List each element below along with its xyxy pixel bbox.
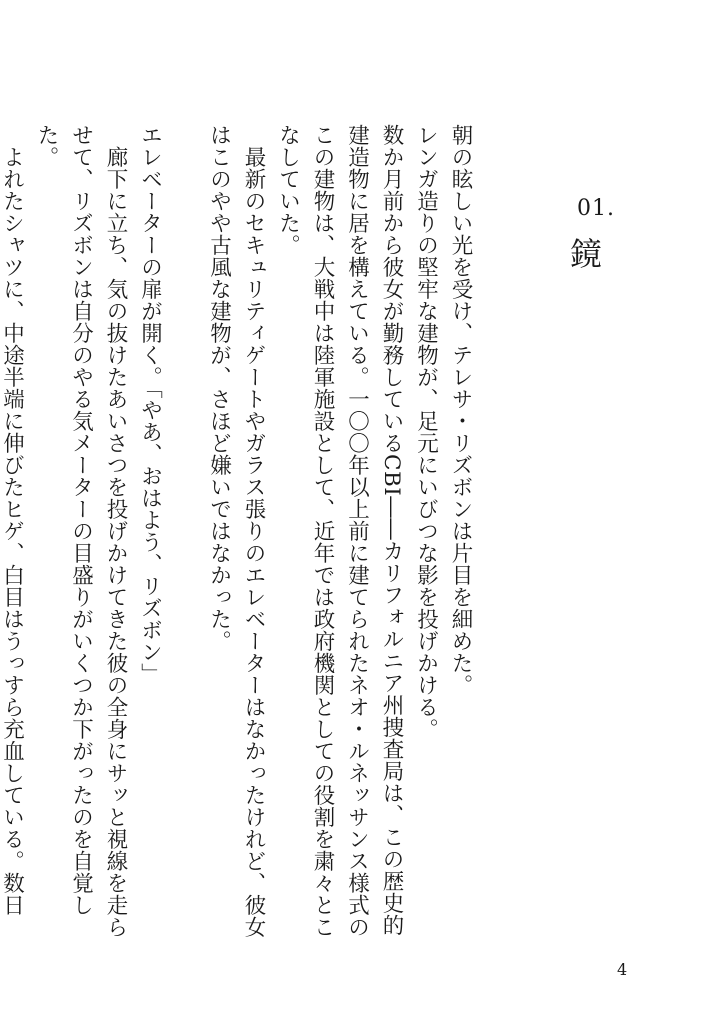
page-number: 4 [617, 960, 628, 979]
chapter-number: 01. [577, 196, 615, 221]
paragraph: 朝の眩しい光を受け、テレサ・リズボンは片目を細めた。 [448, 124, 473, 696]
paragraph: よれたシャツに、中途半端に伸びたヒゲ、白目はうっすら充血している。数日 [0, 145, 25, 916]
paragraph: エレベーターの扉が開く。「やあ、おはよう、リズボン」 [137, 124, 163, 686]
paragraph: 最新のセキュリティゲートやガラス張りのエレベーターはなかったけれど、彼女はこのやや古風な建物が、さほど嫌いではなかった。 [206, 124, 266, 938]
blank-line [167, 124, 202, 944]
body-text [0, 124, 477, 944]
paragraph: 廊下に立ち、気の抜けたあいさつを投げかけてきた彼の全身にサッと視線を走らせて、リズボンは自分のやる気メーターの目盛りがいくつか下がったのを自覚した。 [34, 124, 128, 938]
paragraph: 数か月前から彼女が勤務しているCBI――カリフォルニア州捜査局は、この歴史的建造物に居を構えている。一〇〇年以上前に建てられたネオ・ルネッサンス様式のこの建物は、大戦中は陸軍施設として、近年では政府機関としての役割を粛々とこなしていた。 [275, 124, 404, 938]
chapter-title: 鏡 [570, 235, 603, 273]
paragraph: レンガ造りの堅牢な建物が、足元にいびつな影を投げかける。 [413, 124, 439, 740]
